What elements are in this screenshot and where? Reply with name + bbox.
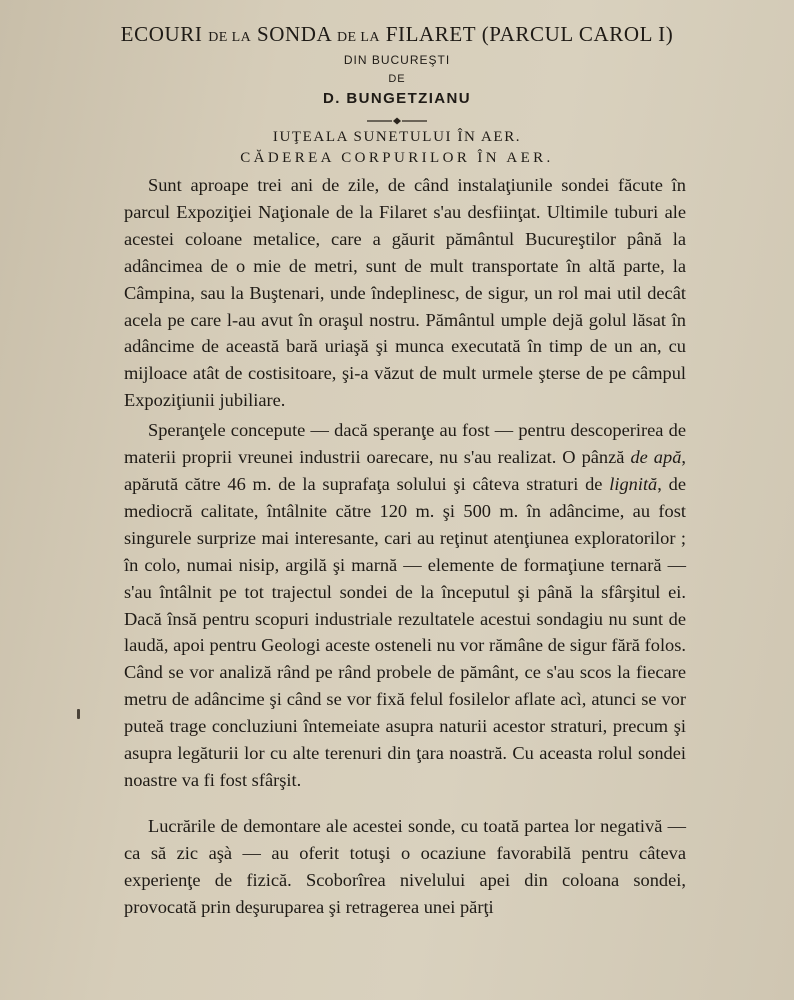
ornament-divider xyxy=(365,117,429,125)
section-heading-line-1: IUŢEALA SUNETULUI ÎN AER. xyxy=(272,129,522,145)
article-title xyxy=(0,22,794,47)
title-word-filaret: FILARET (PARCUL CAROL I) xyxy=(385,22,674,46)
title-word-de-la-2: DE LA xyxy=(337,30,380,45)
paragraph-2-part-c: , apărută către 46 m. de la suprafaţa solului şi câteva straturi de xyxy=(124,447,686,494)
paragraph-2-part-e: , de mediocră calitate, întâlnite către 120 m. şi 500 m. în adâncime, au fost singurele surprize mai interesante, cari au reţinut atenţiunea exploratorilor ; în colo, numai nisip, argilă şi marnă — elemente de formaţiune ternară — s'au întâlnit pe tot trajectul sondei de la începutul şi până la sfârşitul ei. Dacă însă pentru scopuri industriale rezultatele acestui sondagiu nu sunt de laudă, apoi pentru Geologi aceste osteneli nu vor rămâne de sigur fără folos. Când se vor analiză rând pe rând probele de pământ, ce s'au scos la fiecare metru de adâncime şi când se vor fixă felul fosilelor aflate acì, atunci se vor puteă trage concluziuni întemeiate asupra naturii acestor straturi, precum şi asupra legăturii lor cu alte terenuri din ţara noastră. Cu aceasta rolul sondei noastre va fi fost sfârşit. xyxy=(124,473,686,790)
paragraph-1: Sunt aproape trei ani de zile, de când instalaţiunile sondei făcute în parcul Expoziţiei Naţionale de la Filaret s'au desfiinţat. Ultimile tuburi ale acestei coloane metalice, care a găurit pământul Bucureştilor până la adâncimea de o mie de metri, sunt de mult transportate în altă parte, la Câmpina, sau la Buştenari, unde îndeplinesc, de sigur, un rol mai util decât acela pe care l-au avut în oraşul nostru. Pământul umple dejă golul lăsat în adâncime de această bară uriaşă şi munca executată în timp de un an, cu mijloace atât de costisitoare, şi-a văzut de mult urmele şterse de pe câmpul Expoziţiunii jubiliare. xyxy=(124,175,686,411)
margin-mark xyxy=(77,709,80,719)
title-word-sonda: SONDA xyxy=(256,22,332,46)
author-preposition: DE xyxy=(388,73,406,85)
section-heading-line-2: CĂDEREA CORPURILOR ÎN AER. xyxy=(240,150,554,166)
paragraph-2-part-a: Speranţele concepute — dacă speranţe au fost — pentru descoperirea de materii proprii vreunei industrii oarecare, nu s'au realizat. O pânză xyxy=(124,420,686,468)
paragraph-2-italic-lignita: lignită xyxy=(609,473,658,494)
paragraph-3: Lucrările de demontare ale acestei sonde, cu toată partea lor negativă — ca să zic aşà — au oferit totuşi o ocaziune favorabilă pentru câteva experienţe de fizică. Scoborîrea nivelului apei din coloana sondei, provocată prin deşuruparea şi retragerea unei părţi xyxy=(124,815,686,917)
paragraph-2 xyxy=(124,417,686,794)
author-name: D. BUNGETZIANU xyxy=(323,90,471,107)
paragraph-2-italic-de-apa: de apă xyxy=(630,447,682,468)
title-word-ecouri: ECOURI xyxy=(120,22,203,46)
article-body xyxy=(124,172,686,920)
title-word-de-la-1: DE LA xyxy=(208,30,252,45)
article-subtitle: DIN BUCUREŞTI xyxy=(343,53,451,67)
